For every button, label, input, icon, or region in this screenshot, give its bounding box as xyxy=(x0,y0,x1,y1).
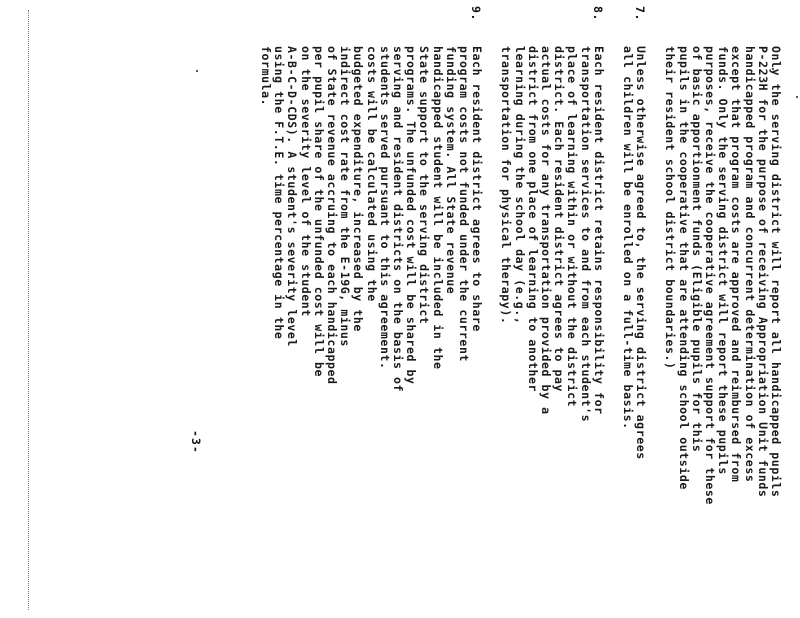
item-line: place of learning within or without the district xyxy=(565,46,580,408)
item-line: per pupil share of the unfunded cost will be xyxy=(311,46,326,378)
item-line: district. Each resident district agrees to pay xyxy=(552,46,567,393)
item-line: transportation services to and from each student's xyxy=(578,46,593,423)
intro-line: Only the serving district will report all handicapped pupils xyxy=(769,46,783,498)
item-line: budgeted expenditure, increased by the xyxy=(351,46,366,332)
item-number: 9. xyxy=(469,6,484,22)
item-line: transportation for physical therapy). xyxy=(499,46,514,325)
intro-line: handicapped program and concurrent determination of excess xyxy=(742,46,757,483)
item-line: handicapped student will be included in the xyxy=(430,46,445,370)
item-line: State support to the serving district xyxy=(417,46,432,325)
item-number: 7. xyxy=(633,6,648,22)
item-line: learning during the school day (e.g., xyxy=(512,46,527,325)
item-line: formula. xyxy=(259,46,273,107)
item-line: of State revenue accruing to each handicapped xyxy=(325,46,339,385)
item-line: serving and resident districts on the basis of xyxy=(391,46,405,393)
intro-line: funds. Only the serving district will report these pupils xyxy=(716,46,731,475)
page-number: -3- xyxy=(188,430,203,454)
item-line: all children will be enrolled on a full-time basis. xyxy=(621,46,635,430)
intro-line: except that program costs are approved and reimbursed from xyxy=(729,46,744,483)
item-line: Each resident district retains responsibility for xyxy=(591,46,606,415)
item-line: funding system. All State revenue xyxy=(443,46,458,295)
item-line: A-B-C-D-CDS). A student's severity level xyxy=(285,46,300,347)
item-line: actual costs for any transportation provided by a xyxy=(539,46,553,415)
item-line: program costs not funded under the current xyxy=(457,46,471,362)
item-line: using the F.T.E. time percentage in the xyxy=(272,46,287,340)
intro-line: their resident school district boundaries.) xyxy=(663,46,678,370)
item-number: 8. xyxy=(590,6,605,22)
item-line: programs. The unfunded cost will be shared by xyxy=(404,46,419,385)
item-line: indirect cost rate from the E-19G, minus xyxy=(338,46,353,347)
item-line: on the severity level of the student xyxy=(298,46,313,317)
item-line: Unless otherwise agreed to, the serving district agrees xyxy=(634,46,649,460)
item-line: Each resident district agrees to share xyxy=(470,46,485,332)
item-line: district from one place of learning to another xyxy=(525,46,540,393)
intro-line: purposes, receive the cooperative agreement support for these xyxy=(703,46,717,505)
intro-line: P-223H for the purpose of receiving Appropriation Unit funds xyxy=(755,46,770,498)
intro-line: of basic apportionment funds (Eligible pupils for this xyxy=(689,46,704,453)
item-line: students served pursuant to this agreement. xyxy=(377,46,392,370)
item-line: costs will be calculated using the xyxy=(364,46,379,302)
intro-line: pupils in the cooperative that are attending school outside xyxy=(676,46,691,490)
